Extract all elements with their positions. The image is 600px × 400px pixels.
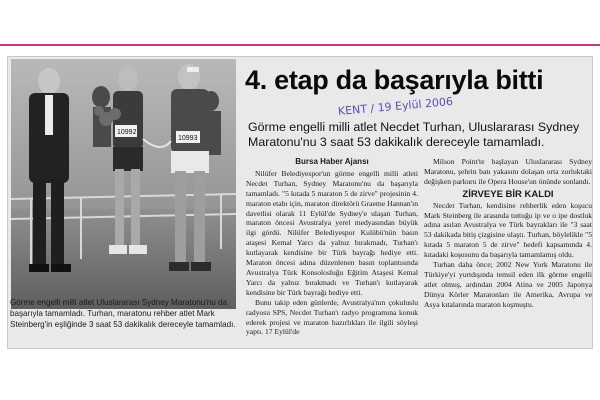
article-column-2 [424, 157, 592, 310]
accent-divider [0, 44, 600, 46]
handwritten-date-note: KENT / 19 Eylül 2006 [337, 94, 454, 118]
article-headline: 4. etap da başarıyla bitti [245, 65, 544, 95]
section-heading: ZİRVEYE BİR KALDI [462, 188, 554, 200]
body-paragraph: Nilüfer Belediyespor'un görme engelli milli atleti Necdet Turhan, Sydney Maratonu'nu da başarıyla tamamladı. "5 kıtada 5 maraton 5 de zirve" projesinin 4. maraton etabı için, maraton direktörü Graeme Hannan'ın davetlisi olarak 11 Eylül'de Sydney'e ulaşan Turhan, maraton öncesi Avustralya yerel medyasından büyük ilgi gördü. Nilüfer Belediyespor Kulübü'nün basın ataşesi Kemal Yarcı da yalnız bırakmadı, Turhan'ı kutlayarak kendisine bir Türk bayrağı hediye etti. Maraton öncesi adına düzenlenen basın toplantısında Avustralya Türk Konsolosluğu Eğitim Ataşesi Kemal Yarcı da yalnız bırakmadı ve Turhan'ı kutlayarak kendisine bir Türk bayrağı hediye etti. [246, 168, 418, 297]
race-photo [11, 59, 236, 309]
photo-caption: Görme engelli milli atlet Uluslararası Sydney Maratonu'nu da başarıyla tamamladı. Turhan, maratonu rehber atlet Mark Steinberg'in eşliğinde 3 saat 53 dakikalık dereceyle tamamladı. [10, 298, 236, 329]
bib-right-number: 10993 [178, 135, 198, 142]
page-top-area [0, 0, 600, 44]
body-paragraph: Bunu takip eden günlerde, Avustralya'nın çokuluslu radyosu SPS, Necdet Turhan'ı radyo programına konuk ederek projesi ve maraton hazırlıkları ile ilgili söyleşi yaptı. 17 Eylül'de [246, 297, 418, 337]
article-column-1 [246, 157, 418, 337]
article-subheadline: Görme engelli milli atlet Necdet Turhan, Uluslararası Sydney Maratonu'nu 3 saat 53 dakikalık dereceyle tamamladı. [248, 120, 580, 149]
body-paragraph: Turhan daha önce; 2002 New York Maratonu ile Türkiye'yi yurtdışında temsil eden ilk görme engelli atlet olmuş, ardından 2004 Atina ve 2005 Japonya Dünya Körler Maratonları ile Amerika, Avrupa ve Asya kıtalarında maraton koşmuştu. [424, 260, 592, 309]
bib-left-number: 10992 [117, 129, 137, 136]
news-agency-byline: Bursa Haber Ajansı [295, 157, 369, 166]
body-paragraph: Milson Point'te başlayan Uluslararası Sydney Maratonu, şehrin batı yakasını dolaşan orta zorluktaki değişken parkuru ile Opera House'un önünde sonlandı. [424, 157, 592, 186]
body-paragraph: Necdet Turhan, kendisine rehberlik eden koşucu Mark Steinberg ile arasında tuttuğu ip ve o ipe dostluk adına asılan Avustralya ve Türk bayrakları ile "3 saat 53 dakikada bitiş çizgisine ulaştı. Turhan, böylelikle "5 kıtada 5 maraton 5 de zirve" hedefi kapsamında 4. kıtadaki koşusunu da başarıyla tamamlamış oldu. [424, 200, 592, 260]
newspaper-clipping [7, 56, 593, 349]
